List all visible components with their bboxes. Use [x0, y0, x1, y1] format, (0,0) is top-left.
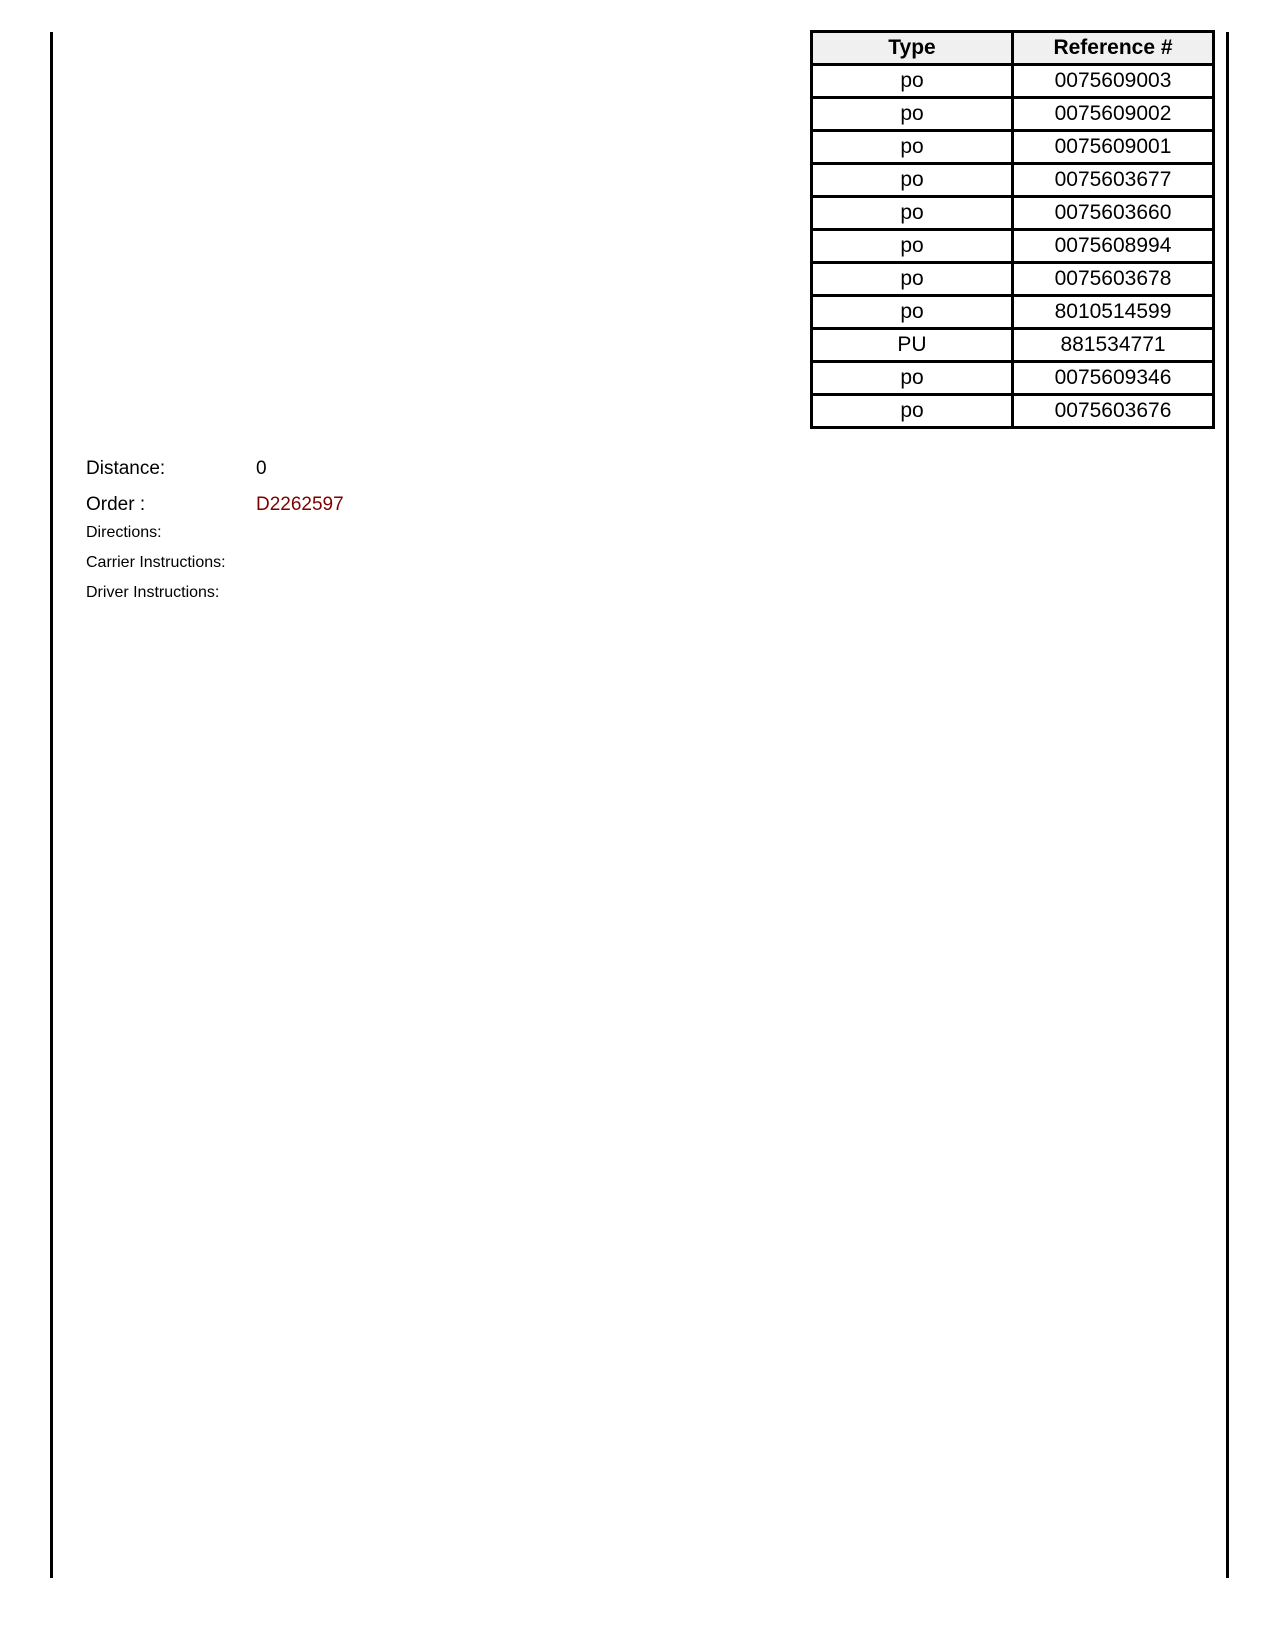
- type-cell: po: [812, 230, 1013, 263]
- type-cell: po: [812, 263, 1013, 296]
- order-label: Order :: [86, 494, 146, 515]
- type-column-header: Type: [812, 32, 1013, 65]
- right-border-rule: [1226, 32, 1229, 1578]
- table-row: [812, 296, 1214, 329]
- type-cell: po: [812, 131, 1013, 164]
- type-cell: po: [812, 98, 1013, 131]
- reference-cell: 0075609346: [1013, 362, 1214, 395]
- carrier-instructions-label: Carrier Instructions:: [86, 554, 226, 571]
- type-cell: po: [812, 362, 1013, 395]
- table-row: [812, 98, 1214, 131]
- distance-label: Distance:: [86, 458, 166, 479]
- type-cell: PU: [812, 329, 1013, 362]
- reference-cell: 0075603676: [1013, 395, 1214, 428]
- reference-cell: 8010514599: [1013, 296, 1214, 329]
- reference-cell: 0075603677: [1013, 164, 1214, 197]
- type-cell: po: [812, 197, 1013, 230]
- table-row: [812, 263, 1214, 296]
- type-cell: po: [812, 65, 1013, 98]
- table-row: [812, 329, 1214, 362]
- reference-cell: 0075609002: [1013, 98, 1214, 131]
- reference-cell: 0075608994: [1013, 230, 1214, 263]
- type-cell: po: [812, 395, 1013, 428]
- table-row: [812, 164, 1214, 197]
- table-row: [812, 230, 1214, 263]
- type-cell: po: [812, 164, 1013, 197]
- type-cell: po: [812, 296, 1013, 329]
- reference-cell: 0075603660: [1013, 197, 1214, 230]
- left-border-rule: [50, 32, 53, 1578]
- table-row: [812, 197, 1214, 230]
- reference-cell: 881534771: [1013, 329, 1214, 362]
- driver-instructions-label: Driver Instructions:: [86, 584, 220, 601]
- reference-table-header-row: [812, 32, 1214, 65]
- table-row: [812, 131, 1214, 164]
- table-row: [812, 65, 1214, 98]
- order-number: D2262597: [256, 494, 344, 515]
- distance-value: 0: [256, 458, 267, 479]
- reference-cell: 0075603678: [1013, 263, 1214, 296]
- reference-column-header: Reference #: [1013, 32, 1214, 65]
- directions-label: Directions:: [86, 524, 162, 541]
- table-row: [812, 362, 1214, 395]
- reference-cell: 0075609003: [1013, 65, 1214, 98]
- reference-table: [810, 30, 1215, 429]
- reference-cell: 0075609001: [1013, 131, 1214, 164]
- table-row: [812, 395, 1214, 428]
